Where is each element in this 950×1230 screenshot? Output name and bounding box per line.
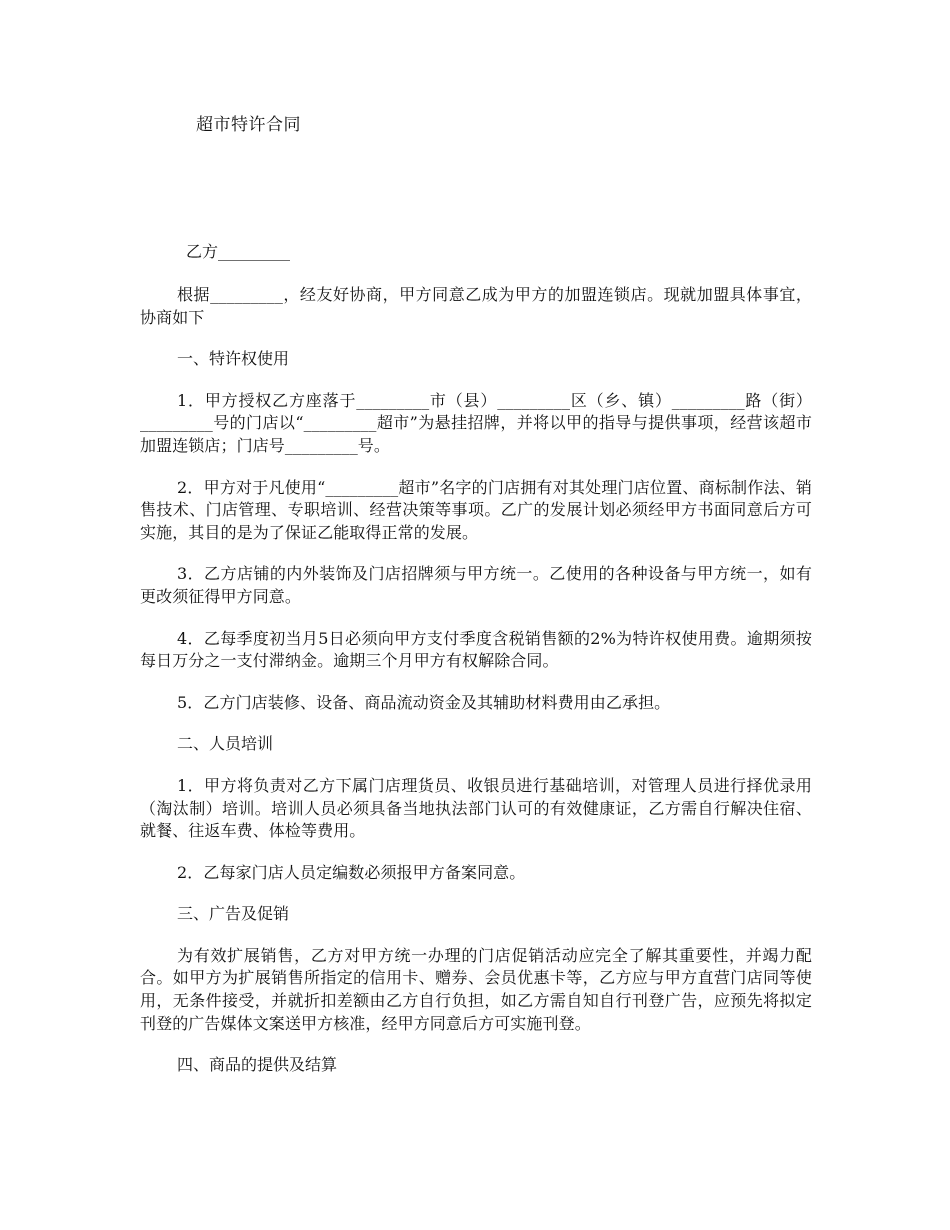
- advertising-clause: 为有效扩展销售，乙方对甲方统一办理的门店促销活动应完全了解其重要性，并竭力配合。如甲方为扩展销售所指定的信用卡、赠券、会员优惠卡等，乙方应与甲方直营门店同等使用，无条件接受，并就折扣差额由乙方自行负担，如乙方需自知自行刊登广告，应预先将拟定刊登的广告媒体文案送甲方核准，经甲方同意后方可实施刊登。: [140, 945, 812, 1033]
- section-heading-goods-settlement: 四、商品的提供及结算: [177, 1055, 338, 1075]
- license-clause-3: 3．乙方店铺的内外装饰及门店招牌须与甲方统一。乙使用的各种设备与甲方统一，如有更改须征得甲方同意。: [140, 564, 812, 606]
- party-b-line: 乙方_________: [186, 242, 291, 261]
- license-clause-1: 1．甲方授权乙方座落于_________市（县）_________区（乡、镇）_________路（街）_________号的门店以“_________超市”为悬挂招牌，并将以甲的指导与提供事项，经营该超市加盟连锁店；门店号_________号。: [140, 390, 812, 455]
- intro-paragraph: 根据_________，经友好协商，甲方同意乙成为甲方的加盟连锁店。现就加盟具体事宜，协商如下: [140, 285, 812, 327]
- license-clause-5: 5．乙方门店装修、设备、商品流动资金及其辅助材料费用由乙承担。: [177, 692, 671, 712]
- section-heading-advertising: 三、广告及促销: [177, 904, 290, 924]
- contract-body: [140, 284, 812, 1096]
- training-clause-1: 1．甲方将负责对乙方下属门店理货员、收银员进行基础培训，对管理人员进行择优录用（淘汰制）培训。培训人员必须具备当地执法部门认可的有效健康证，乙方需自行解决住宿、就餐、往返车费、体检等费用。: [140, 775, 812, 841]
- document-title: 超市特许合同: [196, 115, 301, 135]
- section-heading-license: 一、特许权使用: [177, 349, 290, 369]
- section-heading-training: 二、人员培训: [177, 734, 274, 754]
- license-clause-2: 2．甲方对于凡使用“_________超市”名字的门店拥有对其处理门店位置、商标制作法、销售技术、门店管理、专职培训、经营决策等事项。乙广的发展计划必须经甲方书面同意后方可实施，其目的是为了保证乙能取得正常的发展。: [140, 477, 812, 542]
- license-clause-4: 4．乙每季度初当月5日必须向甲方支付季度含税销售额的2%为特许权使用费。逾期须按每日万分之一支付滞纳金。逾期三个月甲方有权解除合同。: [140, 628, 812, 671]
- training-clause-2: 2．乙每家门店人员定编数必须报甲方备案同意。: [177, 862, 526, 882]
